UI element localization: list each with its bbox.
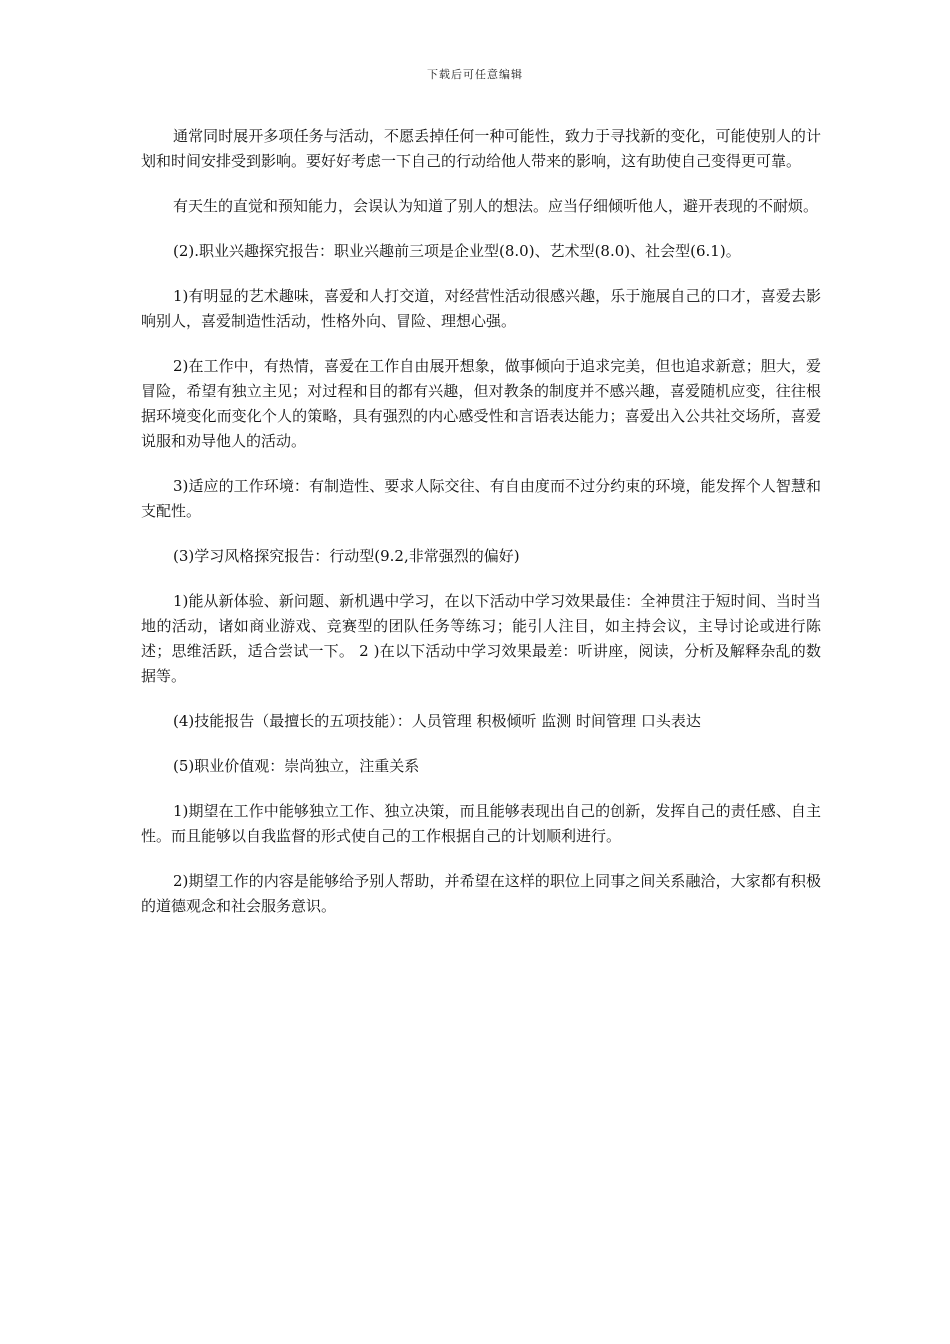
paragraph-career-interest: (2).职业兴趣探究报告：职业兴趣前三项是企业型(8.0)、艺术型(8.0)、社会型(6.1)。 <box>173 242 741 260</box>
paragraph-1: 通常同时展开多项任务与活动，不愿丢掉任何一种可能性，致力于寻找新的变化，可能使别人的计划和时间安排受到影响。要好好考虑一下自己的行动给他人带来的影响，这有助使自己变得更可靠。 <box>141 127 821 170</box>
paragraph-values-2: 2)期望工作的内容是能够给予别人帮助，并希望在这样的职位上同事之间关系融洽，大家都有积极的道德观念和社会服务意识。 <box>141 872 821 915</box>
paragraph-2: 有天生的直觉和预知能力，会误认为知道了别人的想法。应当仔细倾听他人，避开表现的不耐烦。 <box>173 197 819 215</box>
paragraph-skills: (4)技能报告（最擅长的五项技能）：人员管理 积极倾听 监测 时间管理 口头表达 <box>173 712 701 730</box>
paragraph-interest-3: 3)适应的工作环境：有制造性、要求人际交往、有自由度而不过分约束的环境，能发挥个人智慧和支配性。 <box>141 477 821 520</box>
page-header: 下载后可任意编辑 <box>427 68 523 81</box>
paragraph-learning-1: 1)能从新体验、新问题、新机遇中学习，在以下活动中学习效果最佳：全神贯注于短时间、当时当地的活动，诸如商业游戏、竞赛型的团队任务等练习；能引人注目，如主持会议，主导讨论或进行陈述；思维活跃，适合尝试一下。 2 )在以下活动中学习效果最差：听讲座，阅读，分析及解释杂乱的数据等。 <box>141 592 821 685</box>
paragraph-learning-style: (3)学习风格探究报告：行动型(9.2,非常强烈的偏好) <box>173 547 520 565</box>
paragraph-values: (5)职业价值观：崇尚独立，注重关系 <box>173 757 420 775</box>
paragraph-interest-1: 1)有明显的艺术趣味，喜爱和人打交道，对经营性活动很感兴趣，乐于施展自己的口才，喜爱去影响别人，喜爱制造性活动，性格外向、冒险、理想心强。 <box>141 287 821 330</box>
document-body <box>141 124 821 939</box>
paragraph-interest-2: 2)在工作中，有热情，喜爱在工作自由展开想象，做事倾向于追求完美，但也追求新意；胆大，爱冒险，希望有独立主见；对过程和目的都有兴趣，但对教条的制度并不感兴趣，喜爱随机应变，往往根据环境变化而变化个人的策略，具有强烈的内心感受性和言语表达能力；喜爱出入公共社交场所，喜爱说服和劝导他人的活动。 <box>141 357 821 450</box>
paragraph-values-1: 1)期望在工作中能够独立工作、独立决策，而且能够表现出自己的创新，发挥自己的责任感、自主性。而且能够以自我监督的形式使自己的工作根据自己的计划顺利进行。 <box>141 802 821 845</box>
